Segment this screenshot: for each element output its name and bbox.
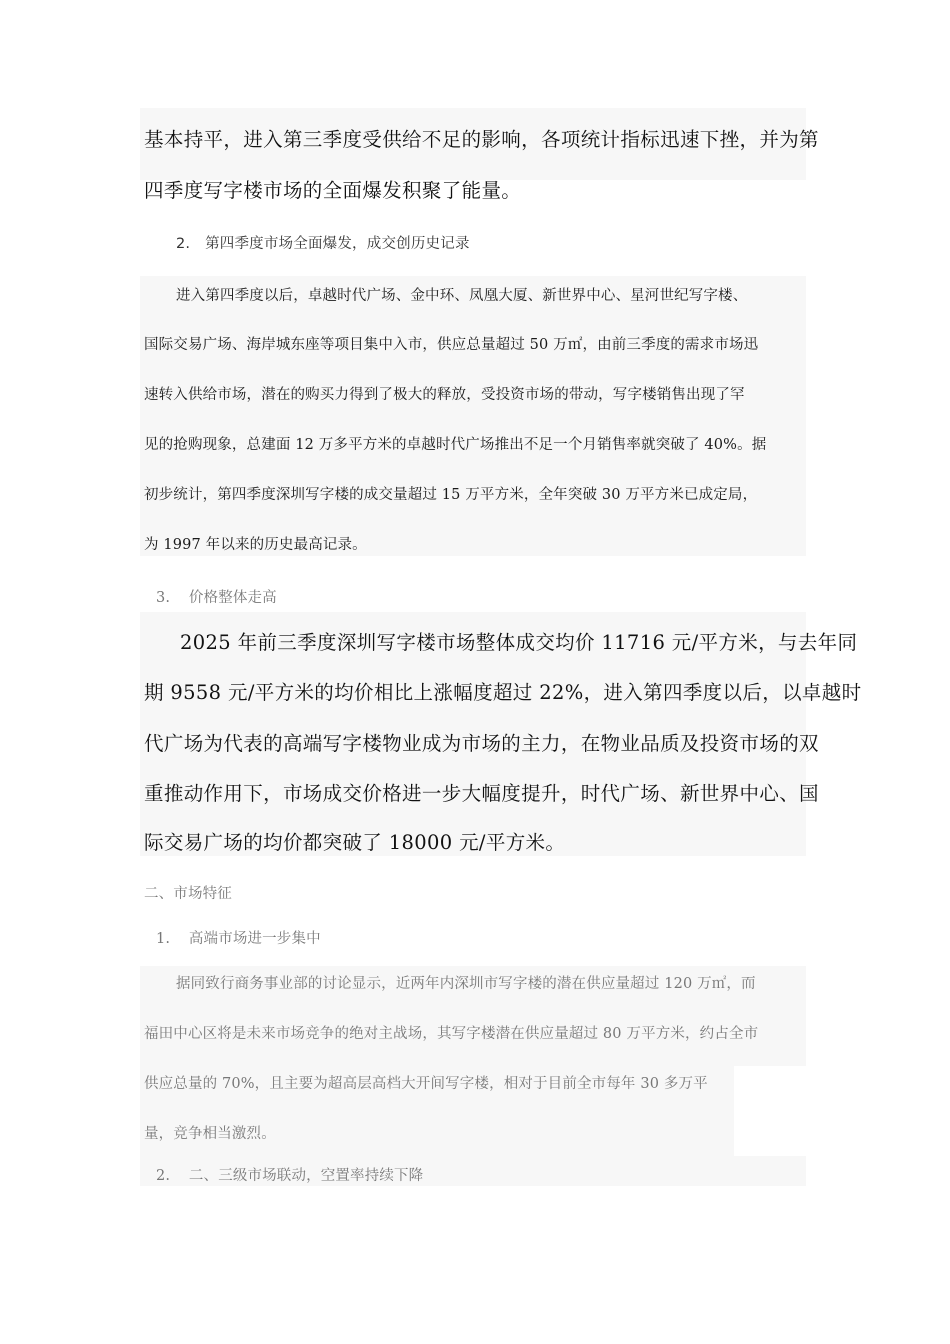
heading-text: 高端市场进一步集中 — [188, 931, 321, 947]
heading-text: 第四季度市场全面爆发，成交创历史记录 — [205, 236, 470, 252]
paragraph-line: 量，竞争相当激烈。 — [144, 1126, 276, 1142]
paragraph-line: 据同致行商务事业部的讨论显示，近两年内深圳市写字楼的潜在供应量超过 120 万㎡，而 — [176, 976, 756, 992]
paragraph-line: 见的抢购现象，总建面 12 万多平方米的卓越时代广场推出不足一个月销售率就突破了 40%。据 — [144, 437, 767, 453]
heading-number: 2. — [156, 1168, 171, 1184]
heading-number: 1. — [156, 931, 171, 947]
paragraph-line: 为 1997 年以来的历史最高记录。 — [144, 537, 367, 553]
paragraph-line: 代广场为代表的高端写字楼物业成为市场的主力，在物业品质及投资市场的双 — [144, 732, 819, 755]
paragraph-line: 四季度写字楼市场的全面爆发积聚了能量。 — [144, 179, 522, 202]
section-heading — [156, 927, 321, 948]
paragraph-line: 供应总量的 70%，且主要为超高层高档大开间写字楼，相对于目前全市每年 30 多万平 — [144, 1076, 708, 1092]
paragraph-line: 期 9558 元/平方米的均价相比上涨幅度超过 22%，进入第四季度以后，以卓越时 — [144, 681, 862, 704]
paragraph-line: 进入第四季度以后，卓越时代广场、金中环、凤凰大厦、新世界中心、星河世纪写字楼、 — [176, 288, 748, 304]
section-heading — [156, 586, 277, 607]
section-heading — [156, 1164, 423, 1185]
heading-number: 2. — [176, 236, 191, 252]
paragraph-line: 福田中心区将是未来市场竞争的绝对主战场，其写字楼潜在供应量超过 80 万平方米，约占全市 — [144, 1026, 759, 1042]
paragraph-line: 基本持平，进入第三季度受供给不足的影响，各项统计指标迅速下挫，并为第 — [144, 128, 819, 151]
paragraph-line: 速转入供给市场，潜在的购买力得到了极大的释放，受投资市场的带动，写字楼销售出现了罕 — [144, 387, 745, 403]
section-heading — [176, 232, 470, 253]
part-title: 二、市场特征 — [144, 886, 232, 902]
heading-number: 3. — [156, 590, 171, 606]
shade-block-2 — [140, 276, 806, 556]
paragraph-line: 重推动作用下，市场成交价格进一步大幅度提升，时代广场、新世界中心、国 — [144, 782, 819, 805]
heading-text: 二、三级市场联动，空置率持续下降 — [188, 1168, 424, 1184]
paragraph-line: 国际交易广场、海岸城东座等项目集中入市，供应总量超过 50 万㎡，由前三季度的需求市场迅 — [144, 337, 759, 353]
paragraph-line: 2025 年前三季度深圳写字楼市场整体成交均价 11716 元/平方米，与去年同 — [180, 631, 858, 654]
heading-text: 价格整体走高 — [188, 590, 277, 606]
paragraph-line: 初步统计，第四季度深圳写字楼的成交量超过 15 万平方米，全年突破 30 万平方米已成定局， — [144, 487, 758, 503]
paragraph-line: 际交易广场的均价都突破了 18000 元/平方米。 — [144, 831, 566, 854]
